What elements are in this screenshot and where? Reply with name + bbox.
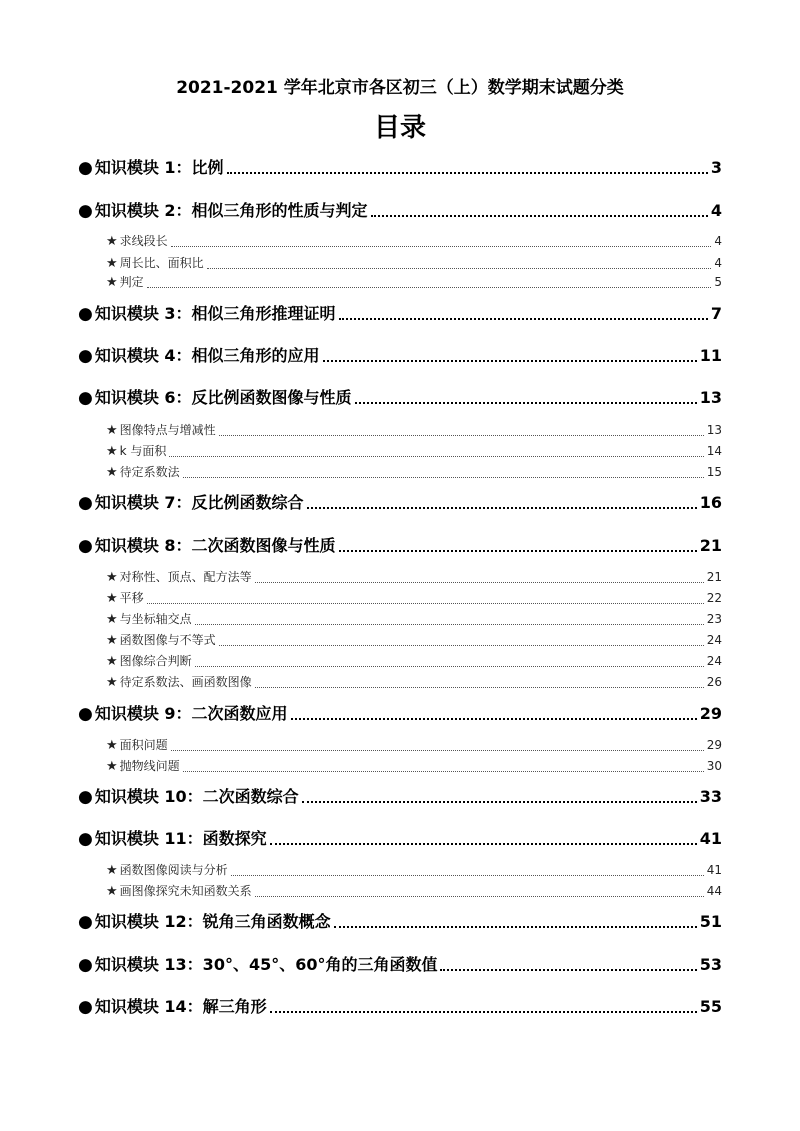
toc-entry-label: 知识模块 11：函数探究 — [94, 829, 267, 848]
dot-leader — [440, 968, 696, 971]
dot-leader — [195, 665, 704, 667]
dot-leader — [207, 267, 712, 269]
star-icon: ★ — [106, 654, 118, 669]
dot-leader — [171, 245, 712, 247]
toc-entry-label: 知识模块 2：相似三角形的性质与判定 — [94, 201, 368, 220]
toc-page-number: 3 — [710, 158, 722, 177]
toc-entry-label: 知识模块 12：锐角三角函数概念 — [94, 912, 331, 931]
toc-entry-label: 知识模块 4：相似三角形的应用 — [94, 346, 320, 365]
toc-entry-module-8[interactable] — [78, 536, 722, 556]
toc-page-number: 53 — [699, 955, 722, 974]
bullet-icon: ● — [78, 536, 93, 556]
star-icon: ★ — [106, 591, 118, 606]
toc-page-number: 22 — [706, 591, 722, 605]
toc-entry-module-14[interactable] — [78, 997, 722, 1017]
toc-subentry-label: 对称性、顶点、配方法等 — [119, 570, 252, 584]
toc-subentry[interactable] — [106, 569, 722, 586]
bullet-icon: ● — [78, 493, 93, 513]
star-icon: ★ — [106, 884, 118, 899]
toc-page-number: 4 — [714, 234, 722, 248]
toc-subentry-label: 函数图像阅读与分析 — [119, 863, 228, 877]
toc-subentry-label: 平移 — [119, 591, 144, 605]
toc-page-number: 11 — [699, 346, 722, 365]
bullet-icon: ● — [78, 304, 93, 324]
star-icon: ★ — [106, 863, 118, 878]
toc-page-number: 30 — [706, 759, 722, 773]
toc-entry-label: 知识模块 13：30°、45°、60°角的三角函数值 — [94, 955, 438, 974]
toc-subentry[interactable] — [106, 422, 722, 439]
toc-page-number: 26 — [706, 675, 722, 689]
dot-leader — [307, 506, 697, 509]
toc-entry-module-12[interactable] — [78, 912, 722, 932]
bullet-icon: ● — [78, 704, 93, 724]
toc-subentry[interactable] — [106, 255, 722, 272]
bullet-icon: ● — [78, 388, 93, 408]
dot-leader — [255, 581, 704, 583]
dot-leader — [231, 874, 704, 876]
dot-leader — [270, 842, 697, 845]
toc-page-number: 7 — [710, 304, 722, 323]
star-icon: ★ — [106, 234, 118, 249]
toc-heading: 目录 — [373, 113, 426, 143]
document-title: 2021-2021 学年北京市各区初三（上）数学期末试题分类 — [176, 78, 624, 98]
toc-page-number: 16 — [699, 493, 722, 512]
toc-page-number: 5 — [714, 275, 722, 289]
toc-subentry[interactable] — [106, 758, 722, 775]
toc-subentry[interactable] — [106, 883, 722, 900]
toc-subentry[interactable] — [106, 443, 722, 460]
toc-subentry-label: 待定系数法 — [119, 465, 180, 479]
toc-entry-module-10[interactable] — [78, 787, 722, 807]
toc-page-number: 21 — [706, 570, 722, 584]
dot-leader — [169, 455, 703, 457]
bullet-icon: ● — [78, 912, 93, 932]
star-icon: ★ — [106, 633, 118, 648]
toc-entry-label: 知识模块 7：反比例函数综合 — [94, 493, 304, 512]
star-icon: ★ — [106, 465, 118, 480]
toc-page-number: 4 — [714, 256, 722, 270]
toc-page-number: 21 — [699, 536, 722, 555]
toc-subentry[interactable] — [106, 674, 722, 691]
bullet-icon: ● — [78, 955, 93, 975]
toc-page-number: 29 — [699, 704, 722, 723]
toc-subentry-label: k 与面积 — [119, 444, 167, 458]
toc-entry-label: 知识模块 1：比例 — [94, 158, 224, 177]
toc-subentry[interactable] — [106, 611, 722, 628]
toc-subentry[interactable] — [106, 590, 722, 607]
toc-entry-module-2[interactable] — [78, 201, 722, 221]
toc-subentry[interactable] — [106, 233, 722, 250]
star-icon: ★ — [106, 275, 118, 290]
star-icon: ★ — [106, 612, 118, 627]
toc-subentry-label: 图像综合判断 — [119, 654, 192, 668]
toc-page-number: 13 — [699, 388, 722, 407]
dot-leader — [219, 644, 704, 646]
toc-subentry-label: 周长比、面积比 — [119, 256, 204, 270]
dot-leader — [183, 770, 704, 772]
star-icon: ★ — [106, 444, 118, 459]
toc-subentry[interactable] — [106, 274, 722, 291]
dot-leader — [355, 401, 697, 404]
toc-entry-label: 知识模块 6：反比例函数图像与性质 — [94, 388, 352, 407]
toc-entry-module-1[interactable] — [78, 158, 722, 178]
dot-leader — [291, 717, 697, 720]
dot-leader — [183, 476, 704, 478]
toc-subentry[interactable] — [106, 862, 722, 879]
toc-page-number: 24 — [706, 633, 722, 647]
toc-page-number: 23 — [706, 612, 722, 626]
toc-subentry-label: 求线段长 — [119, 234, 168, 248]
toc-subentry[interactable] — [106, 737, 722, 754]
toc-page-number: 51 — [699, 912, 722, 931]
toc-entry-label: 知识模块 14：解三角形 — [94, 997, 267, 1016]
bullet-icon: ● — [78, 201, 93, 221]
toc-subentry[interactable] — [106, 632, 722, 649]
toc-entry-label: 知识模块 10：二次函数综合 — [94, 787, 299, 806]
star-icon: ★ — [106, 423, 118, 438]
toc-page-number: 44 — [706, 884, 722, 898]
dot-leader — [323, 359, 697, 362]
dot-leader — [302, 800, 697, 803]
toc-page-number: 14 — [706, 444, 722, 458]
dot-leader — [227, 171, 708, 174]
bullet-icon: ● — [78, 787, 93, 807]
toc-entry-label: 知识模块 9：二次函数应用 — [94, 704, 288, 723]
bullet-icon: ● — [78, 829, 93, 849]
dot-leader — [270, 1010, 697, 1013]
toc-subentry-label: 函数图像与不等式 — [119, 633, 216, 647]
toc-page-number: 33 — [699, 787, 722, 806]
toc-page-number: 55 — [699, 997, 722, 1016]
toc-page-number: 29 — [706, 738, 722, 752]
bullet-icon: ● — [78, 158, 93, 178]
toc-page-number: 13 — [706, 423, 722, 437]
toc-page-number: 4 — [710, 201, 722, 220]
toc-subentry-label: 待定系数法、画函数图像 — [119, 675, 252, 689]
toc-subentry-label: 判定 — [119, 275, 144, 289]
star-icon: ★ — [106, 570, 118, 585]
bullet-icon: ● — [78, 997, 93, 1017]
toc-page-number: 24 — [706, 654, 722, 668]
dot-leader — [147, 286, 712, 288]
toc-entry-module-6[interactable] — [78, 388, 722, 408]
toc-page-number: 41 — [706, 863, 722, 877]
toc-subentry-label: 抛物线问题 — [119, 759, 180, 773]
toc-subentry[interactable] — [106, 653, 722, 670]
toc-entry-module-11[interactable] — [78, 829, 722, 849]
toc-entry-label: 知识模块 3：相似三角形推理证明 — [94, 304, 336, 323]
toc-entry-module-3[interactable] — [78, 304, 722, 324]
star-icon: ★ — [106, 759, 118, 774]
dot-leader — [334, 925, 697, 928]
dot-leader — [371, 214, 708, 217]
dot-leader — [339, 317, 708, 320]
dot-leader — [195, 623, 704, 625]
toc-entry-module-13[interactable] — [78, 955, 722, 975]
toc-subentry-label: 图像特点与增减性 — [119, 423, 216, 437]
dot-leader — [171, 749, 704, 751]
toc-page-number: 15 — [706, 465, 722, 479]
dot-leader — [219, 434, 704, 436]
bullet-icon: ● — [78, 346, 93, 366]
star-icon: ★ — [106, 675, 118, 690]
toc-subentry-label: 画图像探究未知函数关系 — [119, 884, 252, 898]
star-icon: ★ — [106, 256, 118, 271]
dot-leader — [147, 602, 704, 604]
dot-leader — [255, 686, 704, 688]
star-icon: ★ — [106, 738, 118, 753]
toc-entry-module-7[interactable] — [78, 493, 722, 513]
toc-subentry-label: 与坐标轴交点 — [119, 612, 192, 626]
toc-entry-module-4[interactable] — [78, 346, 722, 366]
toc-subentry-label: 面积问题 — [119, 738, 168, 752]
dot-leader — [339, 549, 697, 552]
toc-page-number: 41 — [699, 829, 722, 848]
toc-entry-module-9[interactable] — [78, 704, 722, 724]
toc-subentry[interactable] — [106, 464, 722, 481]
dot-leader — [255, 895, 704, 897]
toc-entry-label: 知识模块 8：二次函数图像与性质 — [94, 536, 336, 555]
